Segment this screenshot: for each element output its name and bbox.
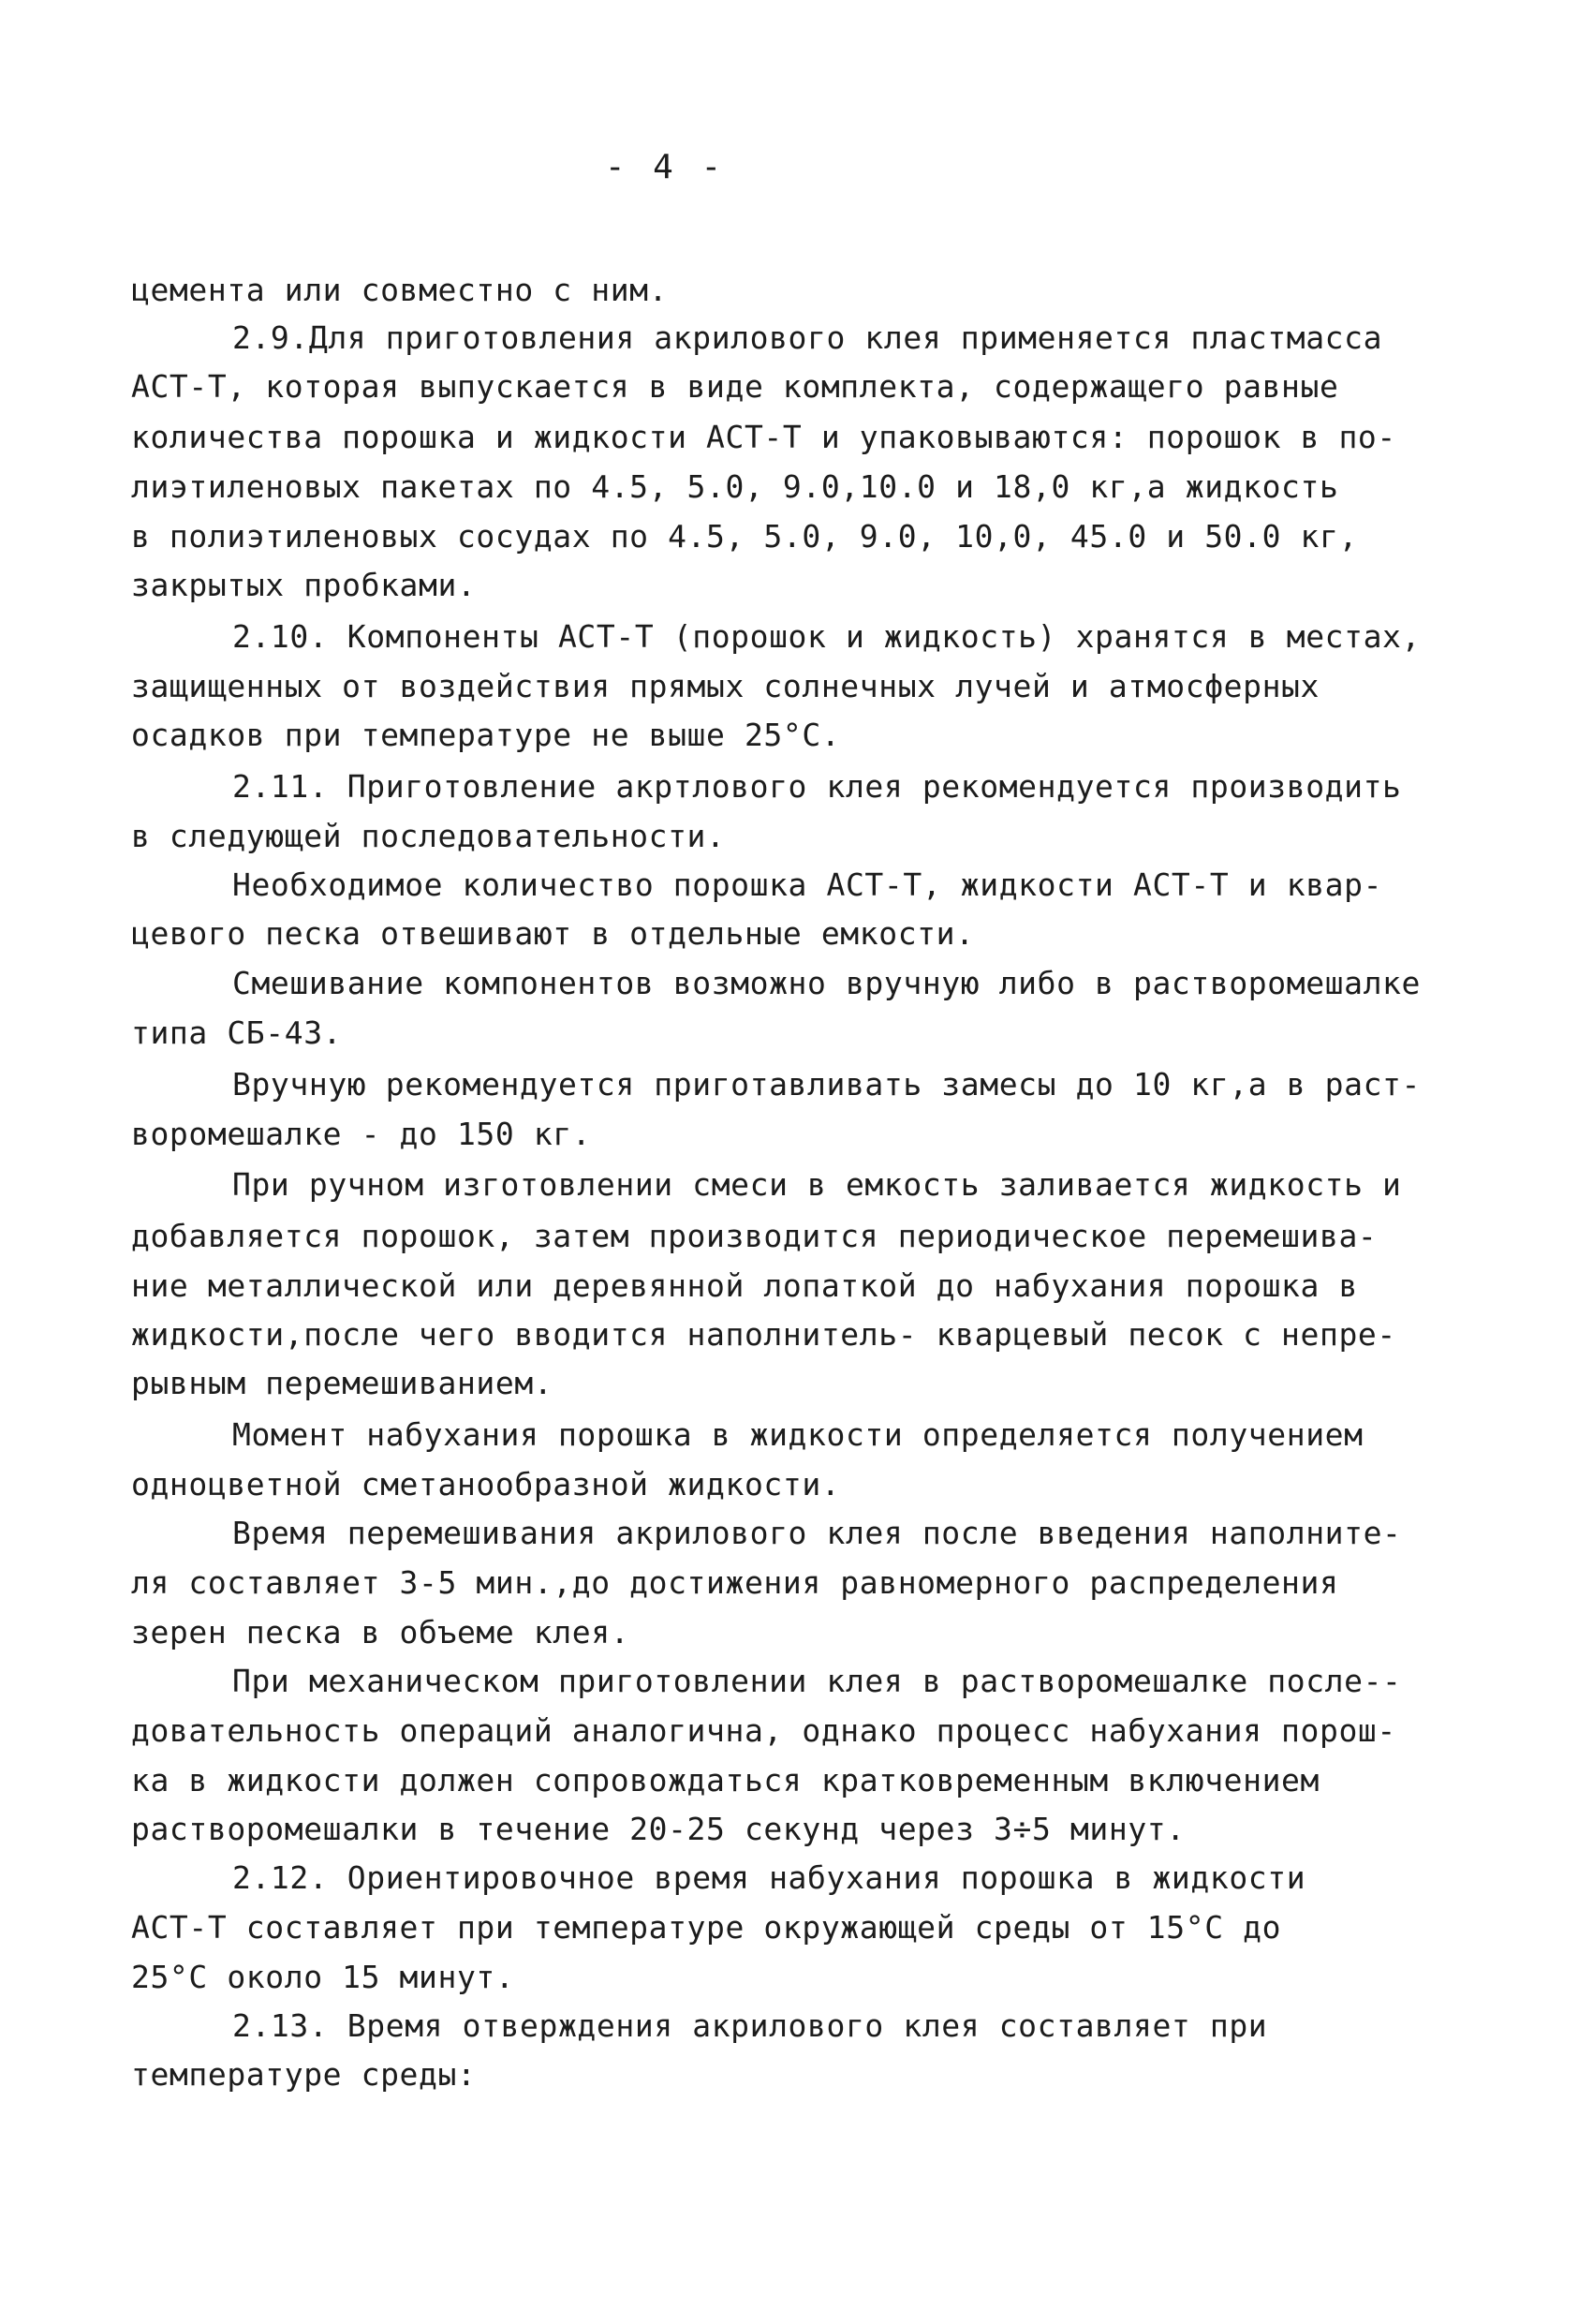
text-line: 2.12. Ориентировочное время набухания порошка в жидкости bbox=[232, 1859, 1306, 1896]
text-line: защищенных от воздействия прямых солнечных лучей и атмосферных bbox=[131, 668, 1320, 704]
text-line: зерен песка в объеме клея. bbox=[131, 1614, 630, 1650]
text-line: ля составляет 3-5 мин.,до достижения равномерного распределения bbox=[131, 1564, 1339, 1601]
text-line: добавляется порошок, затем производится периодическое перемешива- bbox=[131, 1218, 1378, 1254]
text-line: 2.10. Компоненты АСТ-Т (порошок и жидкость) хранятся в местах, bbox=[232, 618, 1421, 655]
text-line: При механическом приготовлении клея в растворомешалке после-- bbox=[232, 1663, 1402, 1699]
text-line: 2.9.Для приготовления акрилового клея применяется пластмасса bbox=[232, 319, 1383, 356]
text-line: одноцветной сметанообразной жидкости. bbox=[131, 1466, 841, 1502]
text-line: цемента или совместно с ним. bbox=[131, 272, 669, 308]
text-line: АСТ-Т составляет при температуре окружающей среды от 15°С до bbox=[131, 1909, 1282, 1946]
text-line: Момент набухания порошка в жидкости определяется получением bbox=[232, 1416, 1364, 1453]
text-line: 2.13. Время отверждения акрилового клея составляет при bbox=[232, 2007, 1268, 2044]
page-number: - 4 - bbox=[604, 148, 726, 186]
text-line: Вручную рекомендуется приготавливать замесы до 10 кг,а в раст- bbox=[232, 1066, 1421, 1103]
text-line: рывным перемешиванием. bbox=[131, 1365, 553, 1401]
text-line: ка в жидкости должен сопровождаться кратковременным включением bbox=[131, 1762, 1320, 1799]
text-line: количества порошка и жидкости АСТ-Т и упаковываются: порошок в по- bbox=[131, 419, 1396, 455]
text-line: осадков при температуре не выше 25°С. bbox=[131, 717, 841, 753]
text-line: Смешивание компонентов возможно вручную либо в растворомешалке bbox=[232, 965, 1421, 1001]
text-line: довательность операций аналогична, однако процесс набухания порош- bbox=[131, 1712, 1396, 1749]
text-line: воромешалке - до 150 кг. bbox=[131, 1116, 592, 1152]
text-line: 25°С около 15 минут. bbox=[131, 1959, 515, 1995]
text-line: При ручном изготовлении смеси в емкость заливается жидкость и bbox=[232, 1166, 1402, 1203]
text-line: лиэтиленовых пакетах по 4.5, 5.0, 9.0,10.0 и 18,0 кг,а жидкость bbox=[131, 468, 1339, 505]
text-line: 2.11. Приготовление акртлового клея рекомендуется производить bbox=[232, 768, 1402, 805]
text-line: АСТ-Т, которая выпускается в виде комплекта, содержащего равные bbox=[131, 368, 1339, 405]
text-line: жидкости,после чего вводится наполнитель- кварцевый песок с непре- bbox=[131, 1316, 1396, 1353]
text-line: в следующей последовательности. bbox=[131, 818, 726, 854]
text-line: растворомешалки в течение 20-25 секунд через 3÷5 минут. bbox=[131, 1811, 1186, 1847]
text-line: Время перемешивания акрилового клея после введения наполните- bbox=[232, 1515, 1402, 1551]
text-line: типа СБ-43. bbox=[131, 1014, 343, 1051]
text-line: цевого песка отвешивают в отдельные емкости. bbox=[131, 915, 975, 952]
text-line: ние металлической или деревянной лопаткой до набухания порошка в bbox=[131, 1267, 1358, 1304]
text-line: Необходимое количество порошка АСТ-Т, жидкости АСТ-Т и квар- bbox=[232, 866, 1383, 903]
text-line: закрытых пробками. bbox=[131, 567, 477, 603]
text-line: температуре среды: bbox=[131, 2056, 477, 2093]
text-line: в полиэтиленовых сосудах по 4.5, 5.0, 9.0, 10,0, 45.0 и 50.0 кг, bbox=[131, 518, 1358, 555]
